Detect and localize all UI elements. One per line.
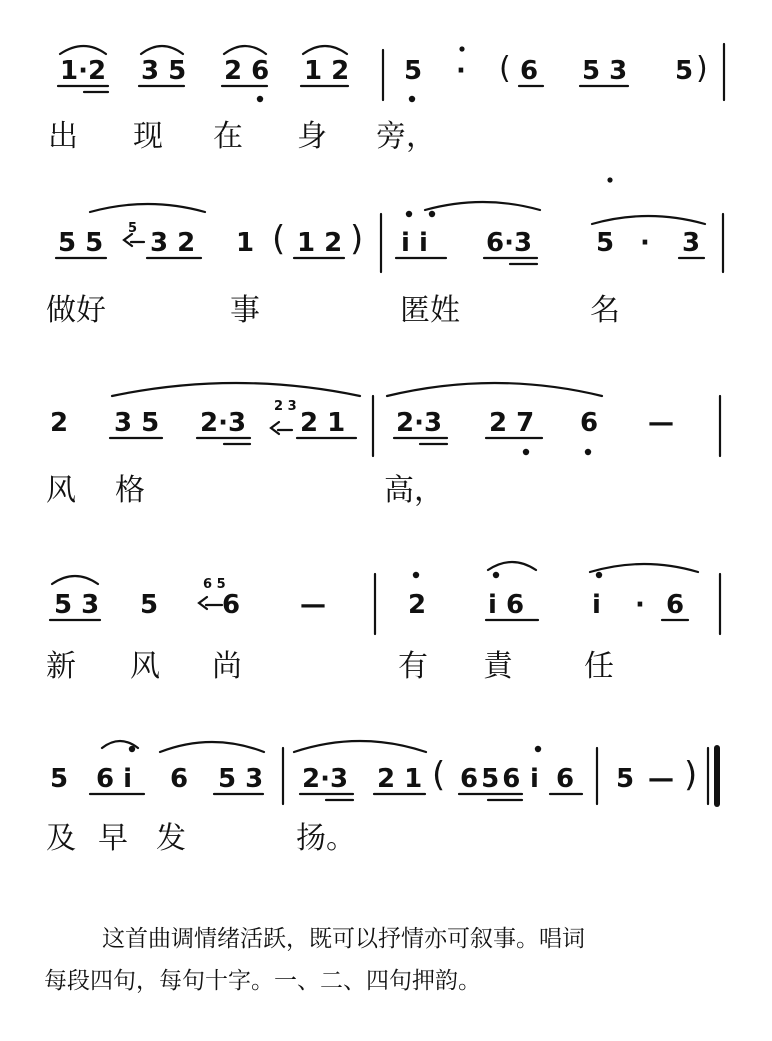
note-group: 5 3: [54, 590, 100, 620]
bracket-close: ): [696, 51, 708, 86]
note-group: 2 7: [489, 408, 535, 438]
note-group: 2 6: [224, 56, 270, 86]
bracket-close: ): [684, 755, 698, 795]
note-group: 1 2: [297, 228, 343, 258]
bracket-open: (: [432, 755, 446, 795]
sustain-dash: —: [300, 590, 326, 620]
lyric: 格: [115, 473, 145, 508]
note: 6: [170, 764, 189, 794]
note-group: 5 5: [58, 228, 104, 258]
lyric: 风: [46, 473, 76, 508]
lyric: 尚: [212, 649, 242, 684]
bracket-open: (: [499, 51, 511, 86]
note-group: 2·3: [302, 764, 349, 794]
note-group: 2 1: [300, 408, 346, 438]
note: 3: [682, 228, 701, 258]
note-group: 1 2: [304, 56, 350, 86]
lyric: 发: [156, 821, 186, 856]
note: 6: [222, 590, 241, 620]
grace-note: 6 5: [203, 577, 226, 592]
note: 6: [666, 590, 685, 620]
note-group: 6 i: [96, 764, 133, 794]
lyric: 及: [46, 821, 76, 856]
dot: ·: [456, 56, 466, 86]
lyric: 新: [46, 649, 76, 684]
note: 6: [520, 56, 539, 86]
note-group: 5 3: [582, 56, 628, 86]
note: 2: [408, 590, 427, 620]
note: 5: [140, 590, 159, 620]
paragraph-line-2: 每段四句，每句十字。一、二、四句押韵。: [44, 968, 481, 994]
note: 5: [50, 764, 69, 794]
lyric: 早: [98, 821, 128, 856]
note: 5: [616, 764, 635, 794]
bracket-close: ): [350, 219, 364, 259]
note: 5: [675, 56, 694, 86]
lyric: 旁，: [376, 119, 436, 154]
note-group: 2 1: [377, 764, 423, 794]
bracket-open: (: [272, 219, 286, 259]
note-group: 2·3: [396, 408, 443, 438]
note: 6: [556, 764, 575, 794]
lyric: 身: [297, 119, 327, 154]
note-group: 3 2: [150, 228, 196, 258]
lyric: 风: [130, 649, 160, 684]
note: 5: [596, 228, 615, 258]
lyric: 事: [230, 293, 260, 328]
lyric: 出: [48, 119, 78, 154]
grace-note: 5: [128, 221, 138, 236]
note-group: 5 3: [218, 764, 264, 794]
note-group: 6·3: [486, 228, 533, 258]
lyric: 有: [398, 649, 428, 684]
dot: ·: [635, 590, 645, 620]
sustain-dash: —: [648, 764, 674, 794]
note-group: 3 5: [114, 408, 160, 438]
lyric: 做好: [46, 293, 106, 328]
note: 1: [236, 228, 255, 258]
dot: ·: [640, 228, 650, 258]
lyric: 扬。: [296, 821, 356, 856]
paragraph-line-1: 这首曲调情绪活跃，既可以抒情亦可叙事。唱词: [102, 926, 585, 952]
note-group: 1·2: [60, 56, 107, 86]
lyric: 責: [483, 649, 513, 684]
note: 6: [580, 408, 599, 438]
note-group: i i: [401, 228, 428, 258]
note-group: i 6: [488, 590, 525, 620]
note-group: 3 5: [141, 56, 187, 86]
sustain-dash: —: [648, 408, 674, 438]
lyric: 匿姓: [400, 293, 460, 328]
lyric: 名: [590, 293, 620, 328]
note-group: 2·3: [200, 408, 247, 438]
note: i: [530, 764, 539, 794]
grace-note: 2 3: [274, 399, 297, 414]
lyric: 现: [133, 119, 163, 154]
lyric: 在: [213, 119, 243, 154]
lyric: 任: [584, 649, 614, 684]
note: 5: [404, 56, 423, 86]
lyric: 高，: [384, 473, 444, 508]
note-group: 6 5 6: [460, 764, 518, 794]
note: i: [592, 590, 601, 620]
song-note-paragraph: [44, 918, 744, 1002]
note: 2: [50, 408, 69, 438]
